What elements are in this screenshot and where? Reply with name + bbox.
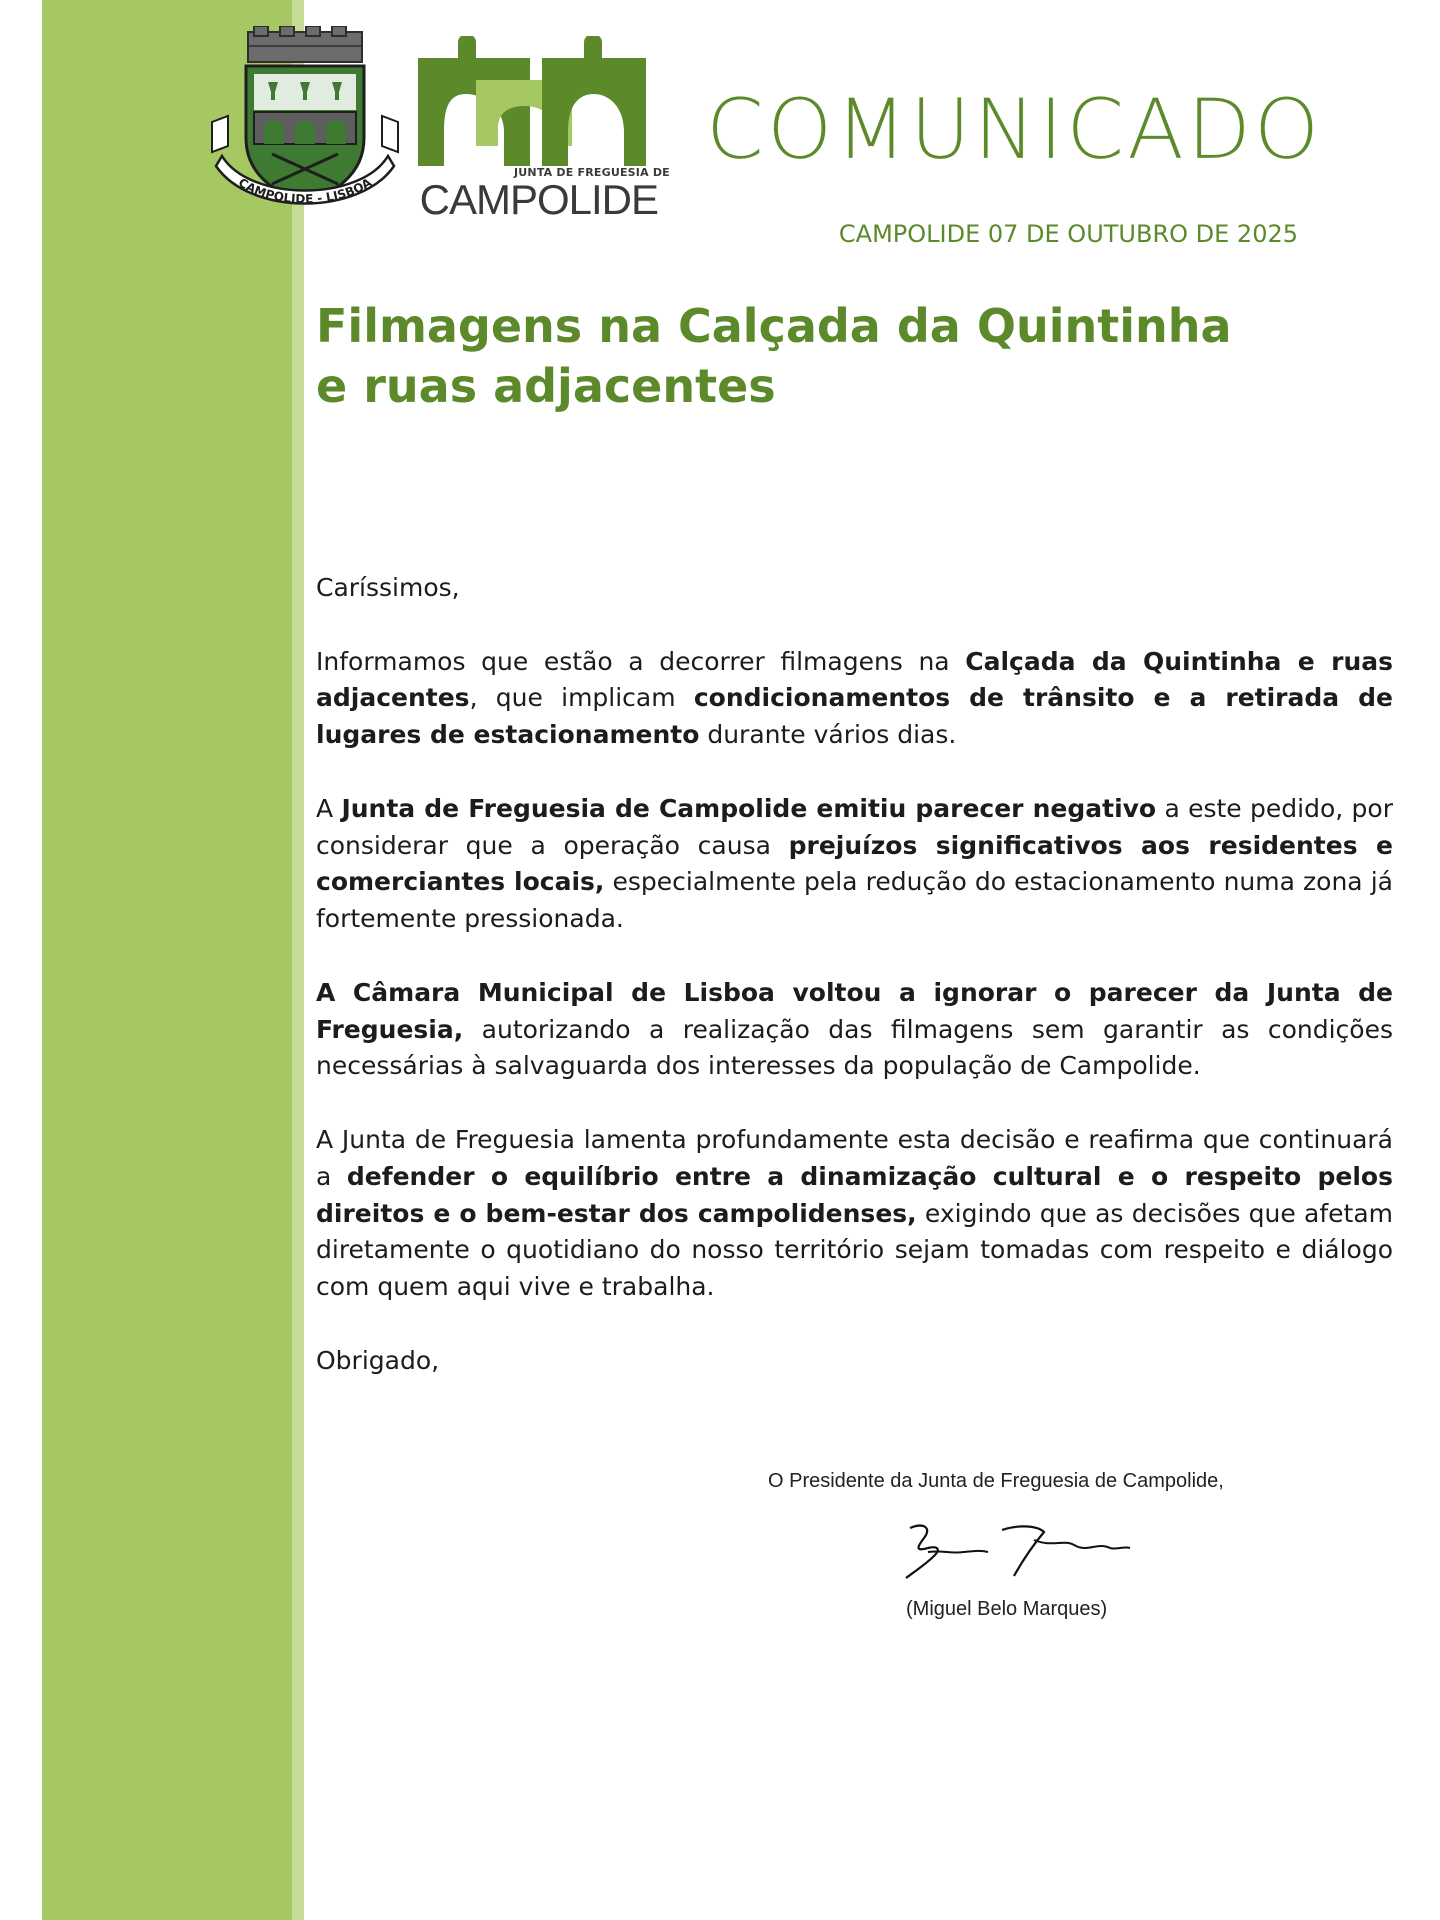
paragraph-2 — [316, 791, 1393, 938]
handwritten-signature-icon — [884, 1518, 1134, 1582]
campolide-logo — [418, 36, 670, 223]
p3-bold-a: A Câmara Municipal de Lisboa voltou a ignorar o parecer da Junta de Freguesia, — [316, 977, 1393, 1044]
p4-text-a: A Junta de Freguesia lamenta profundamente esta decisão e reafirma que continuará a — [316, 1124, 1393, 1191]
title-line-2: e ruas adjacentes — [316, 359, 776, 413]
paragraph-3 — [316, 975, 1393, 1085]
closing: Obrigado, — [316, 1345, 440, 1375]
p2-text-a: A — [316, 793, 342, 823]
side-band — [42, 0, 304, 1920]
greeting: Caríssimos, — [316, 573, 460, 602]
p1-bold-b: Calçada da Quintinha e ruas adjacentes — [316, 646, 1393, 713]
p1-text-c: , que implicam — [469, 683, 694, 713]
p2-text-c: a este pedido, por considerar que a operação causa — [316, 793, 1393, 860]
p4-bold-b: defender o equilíbrio entre a dinamização cultural e o respeito pelos direitos e o bem-estar dos campolidenses, — [316, 1161, 1393, 1228]
side-band-accent — [292, 0, 304, 1920]
p4-text-c: exigindo que as decisões que afetam diretamente o quotidiano do nosso território sejam tomadas com respeito e diálogo com quem aqui vive e trabalha. — [316, 1198, 1393, 1302]
p3-text-b: autorizando a realização das filmagens sem garantir as condições necessárias à salvaguarda dos interesses da população de Campolide. — [316, 1014, 1393, 1081]
coat-of-arms-motto: CAMPOLIDE - LISBOA — [235, 175, 375, 207]
p1-text-e: durante vários dias. — [699, 720, 957, 750]
signer-name: (Miguel Belo Marques) — [906, 1598, 1108, 1620]
logo-subtitle: JUNTA DE FREGUESIA DE — [514, 166, 670, 179]
document-date: CAMPOLIDE 07 DE OUTUBRO DE 2025 — [838, 220, 1298, 248]
document-title — [316, 296, 1316, 416]
p2-bold-d: prejuízos significativos aos residentes e comerciantes locais, — [316, 830, 1393, 897]
coat-of-arms-icon — [210, 26, 400, 226]
p2-bold-b: Junta de Freguesia de Campolide emitiu parecer negativo — [341, 793, 1157, 823]
page-heading: COMUNICADO — [706, 81, 1323, 178]
p2-text-e: especialmente pela redução do estacionamento numa zona já fortemente pressionada. — [316, 867, 1393, 934]
logo-wordmark: CAMPOLIDE — [419, 176, 658, 223]
p1-text-a: Informamos que estão a decorrer filmagens na — [316, 646, 966, 676]
p1-bold-d: condicionamentos de trânsito e a retirada de lugares de estacionamento — [316, 683, 1393, 750]
document-body — [316, 570, 1393, 1416]
aqueduct-logo-icon — [418, 36, 658, 176]
title-line-1: Filmagens na Calçada da Quintinha — [316, 299, 1232, 353]
paragraph-1 — [316, 644, 1393, 754]
signature-title: O Presidente da Junta de Freguesia de Campolide, — [768, 1470, 1224, 1492]
paragraph-4 — [316, 1122, 1393, 1306]
